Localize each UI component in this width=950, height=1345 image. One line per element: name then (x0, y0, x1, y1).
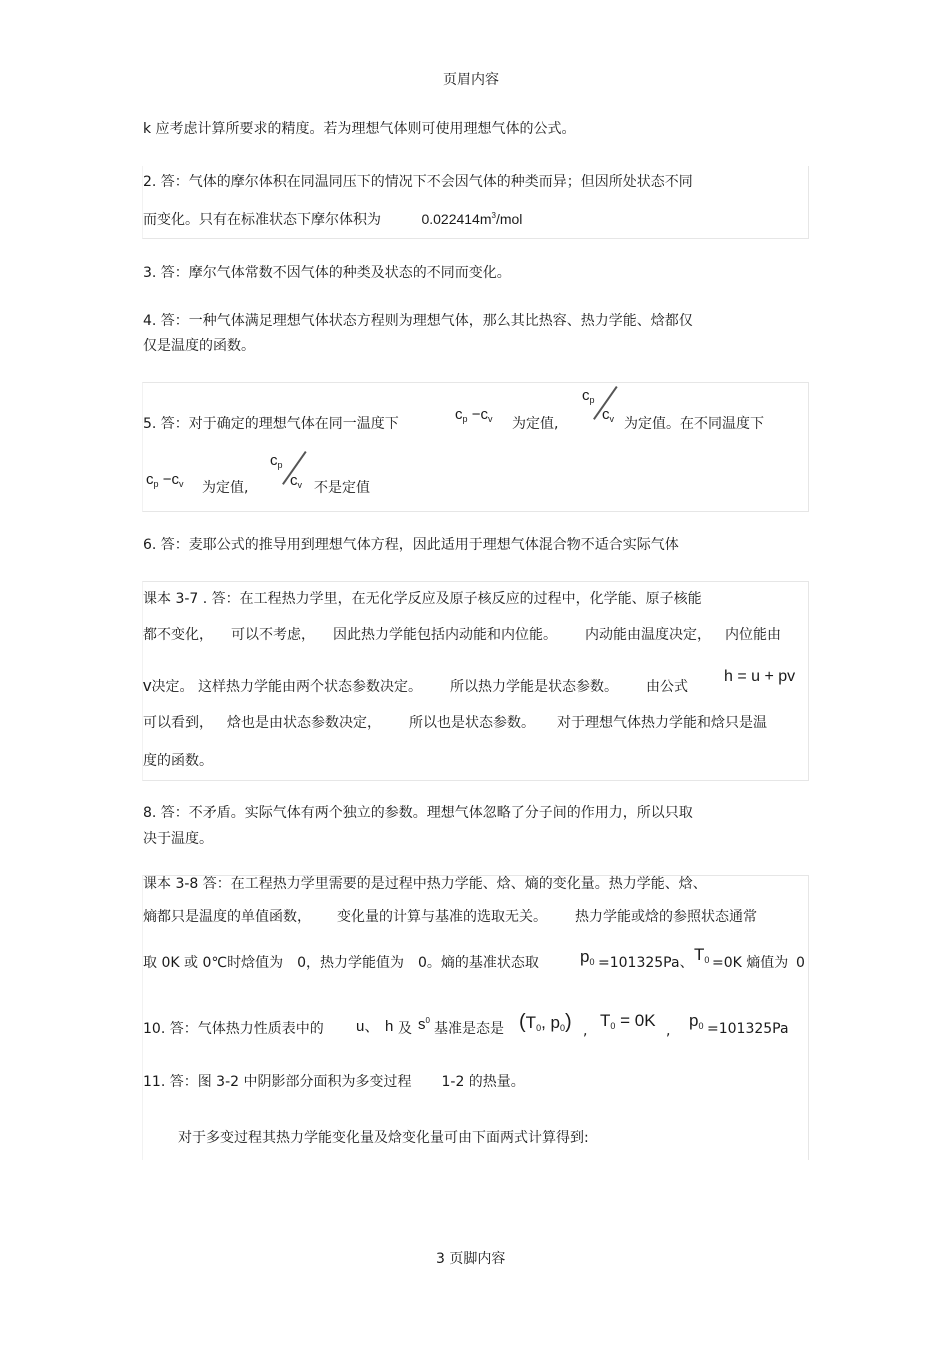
k38-l2a: 熵都只是温度的单值函数， (143, 909, 311, 925)
tuple-T-sub: 0 (536, 1023, 542, 1033)
k37-l2e: 内位能由 (725, 627, 781, 643)
k38-l3c: 0。熵的基准状态取 (418, 955, 539, 971)
k38-line3 (143, 956, 539, 970)
k37-l2a: 都不变化， (143, 627, 213, 643)
ratio2-p: p (277, 460, 283, 470)
q5-notfixed: 不是定值 (314, 480, 370, 496)
k38-p-sub: 0 (589, 957, 595, 967)
k38-p: p (580, 947, 590, 966)
molar-volume-value (421, 211, 522, 227)
k38-p0 (580, 948, 594, 965)
k37-line3 (143, 677, 688, 694)
k37-v: v (143, 676, 152, 695)
q10-p: p (689, 1011, 699, 1030)
q10-T-sub: 0 (610, 1021, 616, 1031)
q11-l1b: 1-2 的热量。 (441, 1074, 525, 1090)
q5-fixed3: 为定值, (202, 480, 249, 496)
ratio2-c: c (270, 452, 278, 469)
k38-T: T (694, 945, 705, 964)
k38-l3a: 取 0K 或 0℃时焓值为 (143, 955, 284, 971)
q5-pre: 5. 答：对于确定的理想气体在同一温度下 (143, 416, 399, 432)
q10-s0 (418, 1017, 430, 1032)
q5-fixed2: 为定值。在不同温度下 (624, 416, 764, 432)
k37-l3c: 所以热力学能是状态参数。 (449, 679, 618, 695)
q2-line2-text: 而变化。只有在标准状态下摩尔体积为 (143, 212, 381, 228)
ratio-den-2 (290, 473, 302, 488)
k38-l2b: 变化量的计算与基准的选取无关。 (337, 909, 547, 925)
tuple-p: p (550, 1013, 560, 1032)
tuple-comma: , (541, 1013, 551, 1032)
tuple-T: T (525, 1013, 537, 1032)
q11-l1a: 11. 答：图 3-2 中阴影部分面积为多变过程 (143, 1074, 412, 1090)
k37-l4a: 可以看到， (143, 715, 213, 731)
k37-line4 (143, 716, 767, 730)
cv2-c: c (171, 471, 179, 488)
q10-p-sub: 0 (698, 1021, 704, 1031)
k37-l2d: 内动能由温度决定， (585, 627, 711, 643)
k37-line5: 度的函数。 (143, 753, 213, 769)
k38-t0val: =0K 熵值为 (712, 955, 789, 971)
q5-cp-minus-cv-2 (146, 472, 183, 487)
cp-sub: p (462, 414, 468, 424)
ratio-den-c: c (602, 406, 610, 423)
molar-volume-exp: 3 (491, 211, 496, 220)
ratio-p: p (589, 395, 595, 405)
q10-s-sup: 0 (425, 1016, 430, 1025)
q10-T0-eq (600, 1012, 656, 1029)
q11-line1 (143, 1075, 525, 1089)
q6-line: 6. 答：麦耶公式的推导用到理想气体方程，因此适用于理想气体混合物不适合实际气体 (143, 537, 679, 553)
q2-line2 (143, 212, 522, 227)
q2-line1: 2. 答：气体的摩尔体积在同温同压下的情况下不会因气体的种类而异；但因所处状态不同 (143, 174, 693, 190)
q10-and: 及 (398, 1021, 412, 1037)
k38-l2c: 热力学能或焓的参照状态通常 (575, 909, 757, 925)
tuple-close: ) (565, 1011, 572, 1033)
minus-2: − (162, 471, 172, 488)
q4-line1: 4. 答：一种气体满足理想气体状态方程则为理想气体，那么其比热容、热力学能、焓都仅 (143, 313, 693, 329)
cp-c: c (455, 406, 463, 423)
k37-line1: 课本 3-7 . 答：在工程热力学里，在无化学反应及原子核反应的过程中，化学能、原子核能 (143, 591, 702, 607)
cv-c: c (480, 406, 488, 423)
molar-volume-number: 0.022414m (421, 211, 492, 227)
k37-line2 (143, 628, 781, 642)
ratio-den-1 (602, 407, 614, 422)
k38-zero: 0 (796, 955, 805, 971)
cv2-sub: v (178, 479, 184, 489)
ratio-den-v: v (609, 414, 614, 424)
ratio2-den-v: v (297, 480, 302, 490)
q10-p0val: =101325Pa (707, 1021, 789, 1037)
q5-fixed1: 为定值, (512, 416, 559, 432)
page-footer: 3 页脚内容 (436, 1251, 506, 1267)
q4-line2: 仅是温度的函数。 (143, 338, 255, 354)
ratio-c: c (582, 387, 590, 404)
k38-l3b: 0，热力学能值为 (297, 955, 404, 971)
k37-l2b: 可以不考虑， (231, 627, 315, 643)
ratio-num-1 (582, 388, 595, 403)
k38-T-sub: 0 (704, 955, 710, 965)
q5-cp-minus-cv-1 (455, 407, 492, 422)
k38-line1: 课本 3-8 答：在工程热力学里需要的是过程中热力学能、焓、熵的变化量。热力学能、焓、 (143, 876, 707, 892)
para-k: k 应考虑计算所要求的精度。若为理想气体则可使用理想气体的公式。 (143, 121, 576, 137)
q10-h: h (385, 1018, 394, 1035)
q10-T: T (600, 1011, 611, 1030)
q10-sep1: , (583, 1023, 588, 1039)
q10-p0 (689, 1012, 703, 1029)
q8-line2: 决于温度。 (143, 831, 213, 847)
q10-u: u、 (356, 1018, 380, 1035)
q3-line: 3. 答：摩尔气体常数不因气体的种类及状态的不同而变化。 (143, 265, 511, 281)
minus: − (471, 406, 481, 423)
k37-l3d: 由公式 (645, 679, 688, 695)
k38-p0val: =101325Pa、 (598, 955, 694, 971)
cv-sub: v (487, 414, 493, 424)
k37-l4b: 焓也是由状态参数决定， (227, 715, 381, 731)
k37-l2c: 因此热力学能包括内动能和内位能。 (333, 627, 557, 643)
q10-base: 基准是态是 (434, 1021, 504, 1037)
q10-s: s (418, 1016, 426, 1033)
k37-l4c: 所以也是状态参数。 (409, 715, 535, 731)
cp2-c: c (146, 471, 154, 488)
q10-tuple (519, 1012, 572, 1032)
enthalpy-formula: h = u + pv (724, 668, 796, 685)
cp2-sub: p (153, 479, 159, 489)
q8-line1: 8. 答：不矛盾。实际气体有两个独立的参数。理想气体忽略了分子间的作用力，所以只取 (143, 805, 693, 821)
q10-eq0K: = 0K (620, 1011, 656, 1030)
q10-pre: 10. 答：气体热力性质表中的 (143, 1021, 324, 1037)
tuple-p-sub: 0 (560, 1023, 566, 1033)
k37-l3b: 决定。 这样热力学能由两个状态参数决定。 (151, 679, 422, 695)
ratio-num-2 (270, 453, 283, 468)
k38-T0 (694, 946, 709, 963)
k38-line2 (143, 910, 757, 924)
ratio2-den-c: c (290, 472, 298, 489)
k37-l4d: 对于理想气体热力学能和焓只是温 (557, 715, 767, 731)
molar-volume-unit: /mol (495, 211, 523, 227)
tuple-open: ( (519, 1011, 526, 1033)
q11-line2: 对于多变过程其热力学能变化量及焓变化量可由下面两式计算得到: (178, 1130, 589, 1146)
q10-sep2: , (666, 1023, 671, 1039)
page-header: 页眉内容 (443, 72, 499, 88)
